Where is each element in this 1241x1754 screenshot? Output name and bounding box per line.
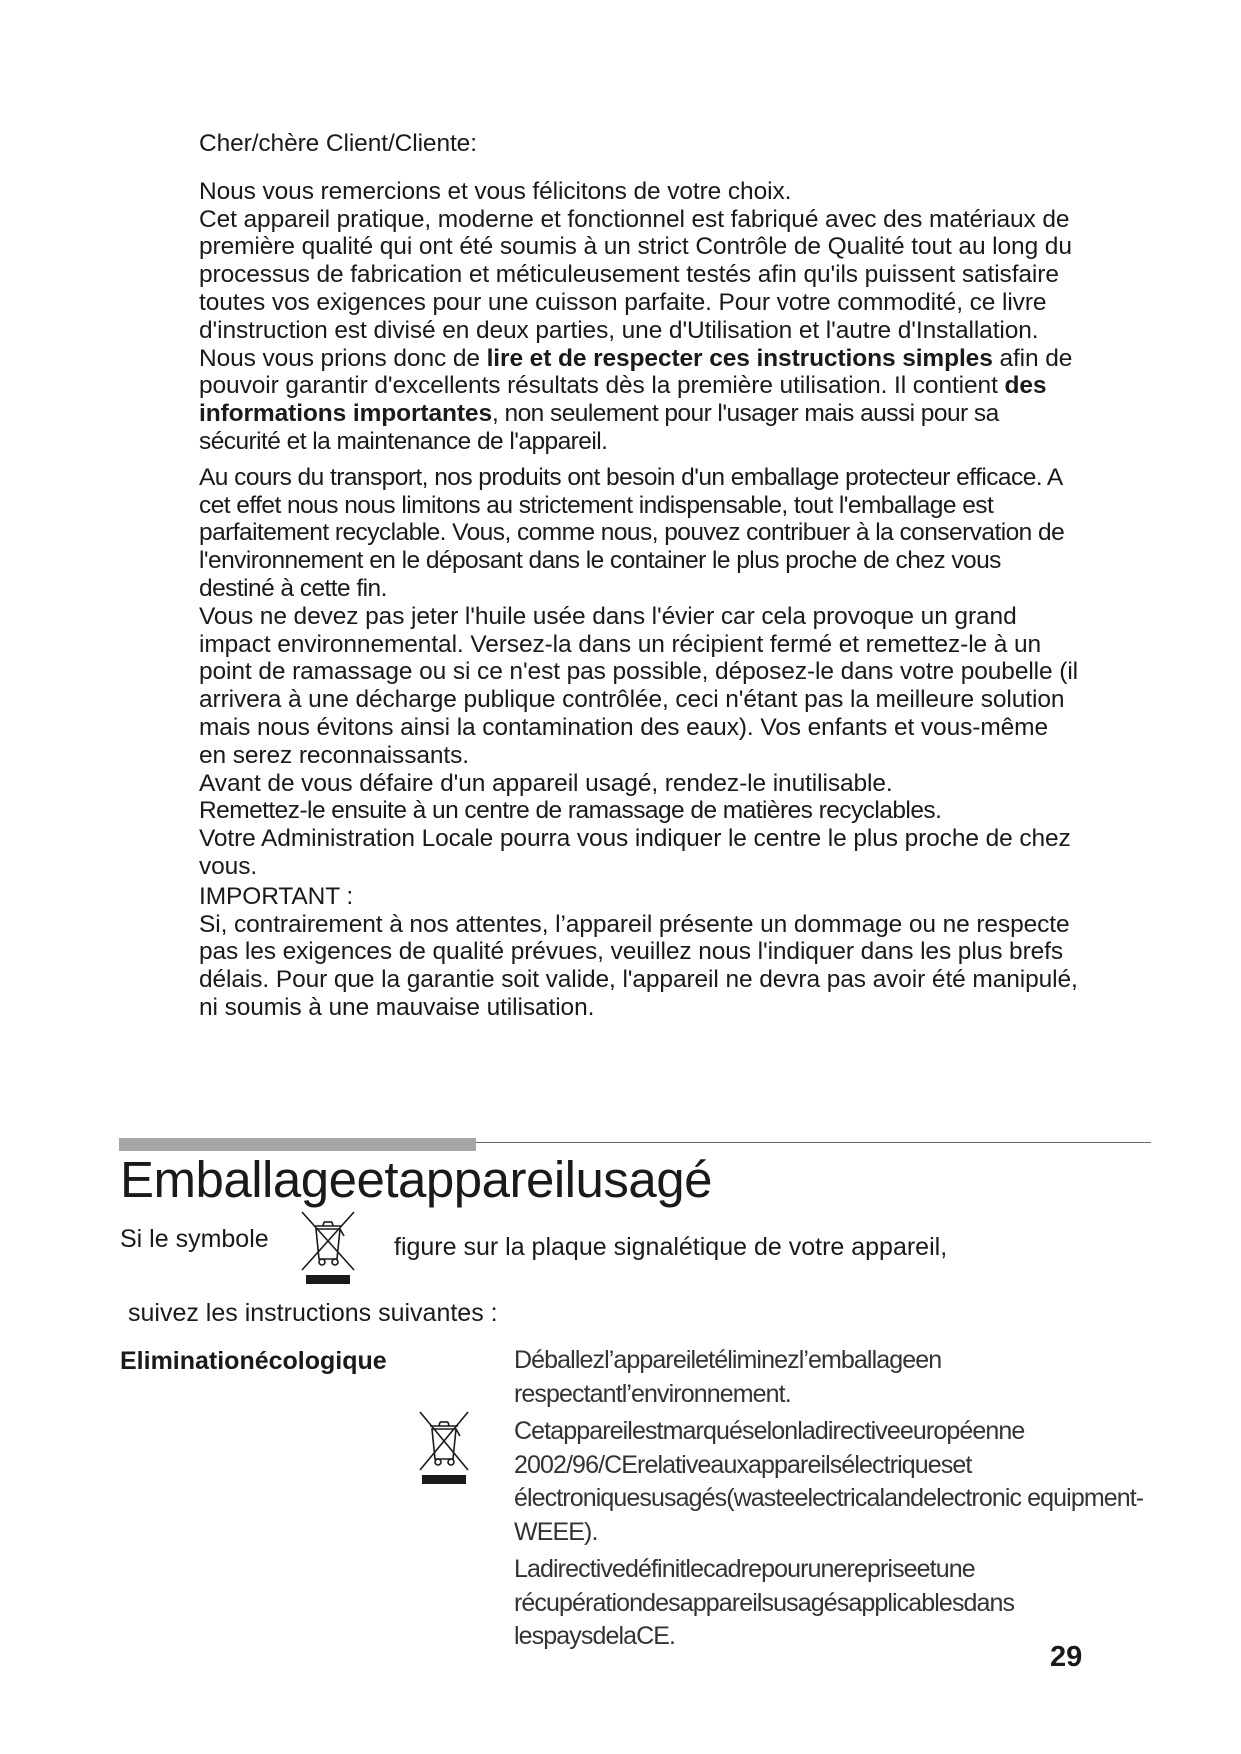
- symbol-sentence-end: figure sur la plaque signalétique de votre appareil,: [394, 1233, 948, 1261]
- intro-paragraph-packaging: Au cours du transport, nos produits ont besoin d'un emballage protecteur efficace. A cet effet nous nous limitons au strictement indispensable, tout l'emballage est parfaitement recyclable. Vous, comme nous, pouvez contribuer à la conservation de l'environnement en le déposant dans le container le plus proche de chez vous destiné à cette fin.: [199, 463, 1065, 602]
- intro-paragraph-local-admin: Votre Administration Locale pourra vous indiquer le centre le plus proche de chez vous.: [199, 825, 1071, 880]
- important-text: Si, contrairement à nos attentes, l’appareil présente un dommage ou ne respecte pas les exigences de qualité prévues, veuillez nous l'indiquer dans les plus brefs délais. Pour que la garantie soit valide, l'appareil ne devra pas avoir été manipulé, ni soumis à une mauvaise utilisation.: [199, 910, 1078, 1021]
- intro-paragraph-oil: Vous ne devez pas jeter l'huile usée dans l'évier car cela provoque un grand impact environnemental. Versez-la dans un récipient fermé et remettez-le à un point de ramassage ou si ce n'est pas possible, déposez-le dans votre poubelle (il arrivera à une décharge publique contrôlée, ceci n'étant pas la meilleure solution mais nous évitons ainsi la contamination des eaux). Vos enfants et vous-même en serez reconnaissants.: [199, 602, 1079, 769]
- intro-paragraph-thanks: Nous vous remercions et vous félicitons de votre choix.: [199, 177, 792, 205]
- disposal-paragraph-unpack: Déballezl’appareiletéliminezl’emballageen respectantl’environnement.: [514, 1346, 942, 1408]
- symbol-sentence-start: Si le symbole: [120, 1225, 269, 1253]
- crossed-out-wheelie-bin-icon: [418, 1408, 470, 1486]
- intro-paragraph-disable: Avant de vous défaire d'un appareil usagé, rendez-le inutilisable.: [199, 769, 893, 797]
- symbol-sentence: [120, 1224, 948, 1261]
- disposal-subtitle: Eliminationécologique: [120, 1347, 387, 1375]
- intro-text: [199, 130, 1079, 1022]
- section-title: Emballageetappareilusagé: [120, 1151, 712, 1208]
- greeting: Cher/chère Client/Cliente:: [199, 130, 477, 157]
- disposal-paragraph-weee: Cetappareilestmarquéselonladirectiveeuropéenne 2002/96/CErelativeauxappareilsélectriqueset électroniquesusagés(wasteelectricalandelectronic equipment-WEEE).: [514, 1417, 1144, 1546]
- page-number: 29: [1050, 1641, 1083, 1673]
- disposal-text: [514, 1344, 1154, 1658]
- intro-paragraph-instructions: Nous vous prions donc de lire et de respecter ces instructions simples afin de pouvoir garantir d'excellents résultats dès la première utilisation. Il contient des informations importantes, non seulement pour l'usager mais aussi pour sa sécurité et la maintenance de l'appareil.: [199, 344, 1073, 455]
- follow-instructions: suivez les instructions suivantes :: [128, 1299, 498, 1327]
- intro-paragraph-recycling-centre: Remettez-le ensuite à un centre de ramassage de matières recyclables.: [199, 797, 942, 825]
- important-label: IMPORTANT :: [199, 882, 354, 910]
- crossed-out-wheelie-bin-icon: [300, 1208, 356, 1286]
- intro-paragraph-quality: Cet appareil pratique, moderne et fonctionnel est fabriqué avec des matériaux de première qualité qui ont été soumis à un strict Contrôle de Qualité tout au long du processus de fabrication et méticuleusement testés afin qu'ils puissent satisfaire toutes vos exigences pour une cuisson parfaite. Pour votre commodité, ce livre d'instruction est divisé en deux parties, une d'Utilisation et l'autre d'Installation.: [199, 205, 1072, 344]
- disposal-paragraph-directive: Ladirectivedéfinitlecadrepourunerepriseetune récupérationdesappareilsusagésapplicablesdans lespaysdelaCE.: [514, 1555, 1015, 1650]
